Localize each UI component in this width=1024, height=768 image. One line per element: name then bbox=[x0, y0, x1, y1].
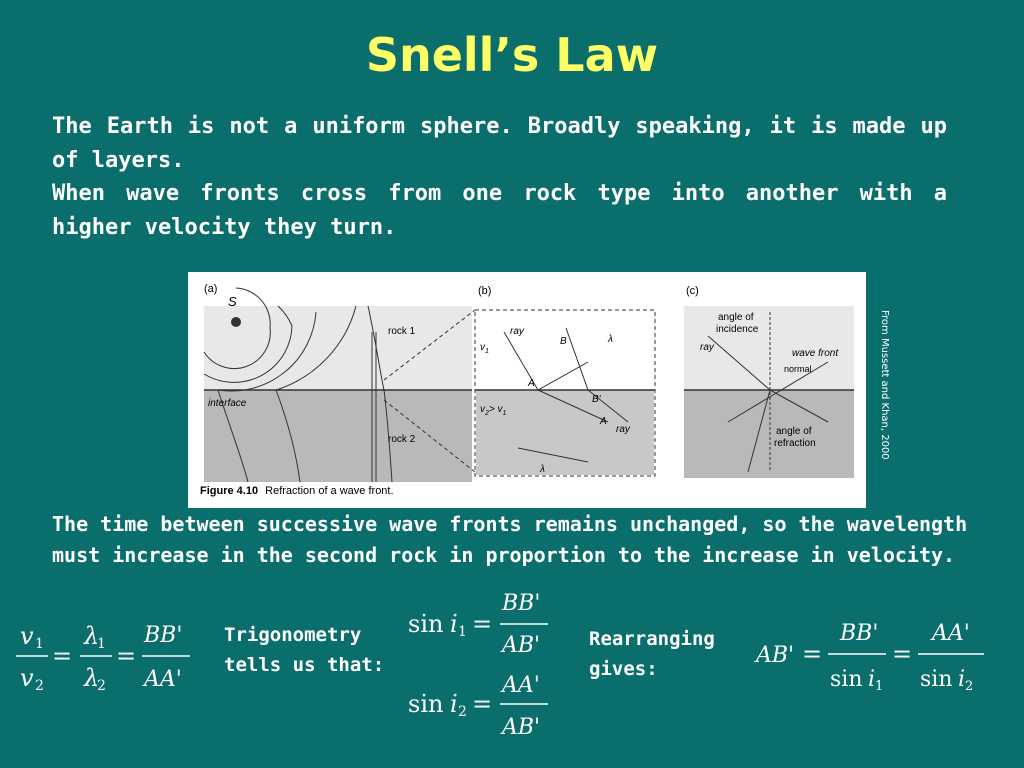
svg-text:AB': AB' bbox=[502, 633, 541, 658]
ray-label-c: ray bbox=[700, 342, 714, 353]
ratio-equation bbox=[8, 612, 198, 706]
svg-text:BB': BB' bbox=[502, 591, 541, 616]
svg-text:v: v bbox=[20, 664, 34, 692]
A-label-2: A bbox=[600, 416, 607, 427]
interface-label: interface bbox=[208, 398, 247, 409]
trigonometry-label: Trigonometry tells us that: bbox=[224, 624, 385, 676]
svg-text:BB': BB' bbox=[840, 621, 879, 646]
svg-text:=: = bbox=[116, 642, 137, 670]
angle-refraction-line1: angle of bbox=[776, 426, 812, 437]
svg-text:i: i bbox=[450, 610, 458, 638]
svg-text:i: i bbox=[868, 667, 876, 692]
source-credit: From Mussett and Khan, 2000 bbox=[879, 310, 890, 460]
sin-i2-equation bbox=[404, 664, 564, 748]
svg-text:=: = bbox=[472, 690, 493, 718]
svg-text:i: i bbox=[450, 690, 458, 718]
svg-text:2: 2 bbox=[35, 678, 44, 694]
svg-text:i: i bbox=[958, 667, 966, 692]
svg-text:1: 1 bbox=[97, 636, 106, 652]
refraction-figure bbox=[188, 272, 866, 508]
rock2-label: rock 2 bbox=[388, 434, 416, 445]
Bprime-label: B' bbox=[592, 394, 601, 405]
svg-text:1: 1 bbox=[458, 624, 467, 640]
svg-text:v: v bbox=[20, 622, 34, 650]
panel-b bbox=[475, 285, 655, 476]
lambda2-label: λ bbox=[540, 464, 545, 475]
normal-label: normal bbox=[784, 364, 812, 374]
B-label: B bbox=[560, 336, 567, 347]
rock1-label: rock 1 bbox=[388, 326, 416, 337]
panel-c bbox=[684, 285, 854, 478]
svg-text:AB': AB' bbox=[502, 715, 541, 740]
svg-text:AA': AA' bbox=[144, 667, 182, 692]
angle-incidence-line1: angle of bbox=[718, 312, 754, 323]
svg-text:BB': BB' bbox=[144, 623, 183, 648]
figure-caption: Figure 4.10 Refraction of a wave front. bbox=[200, 485, 394, 497]
svg-text:1: 1 bbox=[875, 679, 884, 694]
svg-text:=: = bbox=[52, 642, 73, 670]
wave-front-label: wave front bbox=[792, 348, 839, 359]
svg-text:2: 2 bbox=[965, 679, 974, 694]
source-label: S bbox=[228, 294, 237, 309]
svg-text:sin: sin bbox=[920, 667, 953, 692]
svg-text:AA': AA' bbox=[502, 673, 540, 698]
intro-paragraph-2: When wave fronts cross from one rock type into another with a higher velocity they turn. bbox=[52, 181, 947, 240]
intro-paragraph-1: The Earth is not a uniform sphere. Broadly speaking, it is made up of layers. bbox=[52, 114, 947, 173]
panel-a-tag: (a) bbox=[204, 283, 218, 295]
svg-text:=: = bbox=[802, 640, 823, 668]
panel-c-tag: (c) bbox=[686, 285, 699, 297]
A-label: A bbox=[528, 378, 535, 389]
svg-text:1: 1 bbox=[35, 636, 44, 652]
slide-title: Snell’s Law bbox=[365, 28, 659, 82]
ray-label-b2: ray bbox=[616, 424, 630, 435]
body-paragraph: The time between successive wave fronts remains unchanged, so the wavelength must increase in the second rock in proportion to the increase in velocity. bbox=[52, 512, 968, 567]
svg-text:AA': AA' bbox=[932, 621, 970, 646]
v2-compare-label: $v_2> v_1$ bbox=[480, 404, 507, 417]
panel-a bbox=[204, 283, 472, 482]
svg-text:λ: λ bbox=[84, 664, 100, 692]
svg-text:2: 2 bbox=[97, 678, 106, 694]
source-icon bbox=[231, 317, 241, 327]
svg-text:λ: λ bbox=[84, 622, 100, 650]
v1-label: $v_1$ bbox=[480, 342, 489, 355]
svg-text:2: 2 bbox=[458, 704, 467, 720]
svg-text:AB': AB' bbox=[756, 643, 795, 668]
angle-incidence-line2: incidence bbox=[716, 324, 759, 335]
svg-text:sin: sin bbox=[408, 610, 444, 638]
lambda1-label: λ bbox=[608, 334, 613, 345]
panel-b-tag: (b) bbox=[478, 285, 492, 297]
svg-text:sin: sin bbox=[830, 667, 863, 692]
rearranged-equation bbox=[754, 612, 994, 706]
sin-i1-equation bbox=[404, 584, 564, 668]
ray-label-b: ray bbox=[510, 326, 524, 337]
svg-text:=: = bbox=[472, 610, 493, 638]
angle-refraction-line2: refraction bbox=[774, 438, 816, 449]
svg-text:=: = bbox=[892, 640, 913, 668]
rearranging-label: Rearranging gives: bbox=[589, 628, 715, 680]
svg-text:sin: sin bbox=[408, 690, 444, 718]
